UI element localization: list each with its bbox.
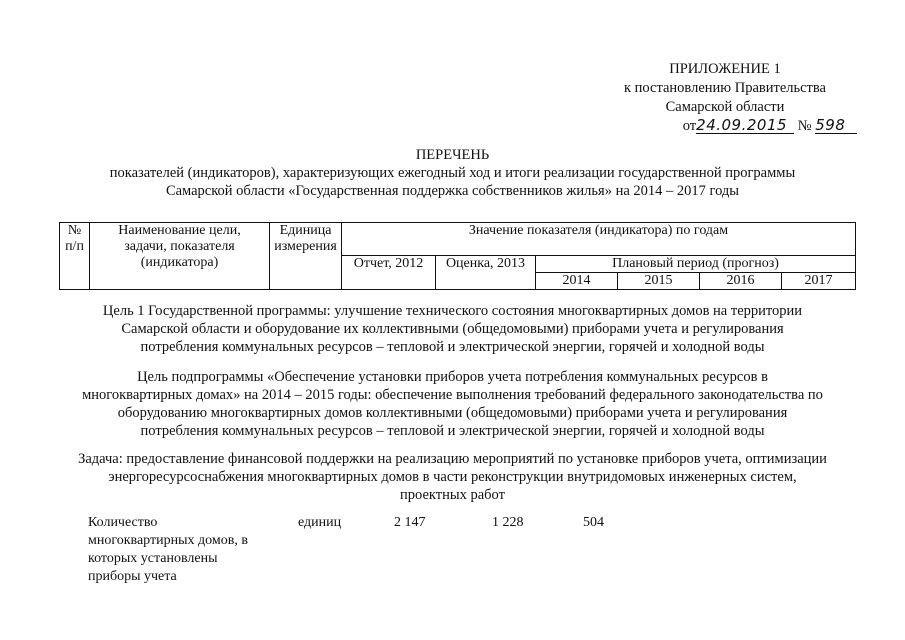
indicators-table-header [59, 222, 856, 290]
subgoal-line-3: оборудованию многоквартирных домов коллективными (общедомовыми) приборами учета и регулирования [117, 405, 788, 421]
subprogram-goal-section [40, 368, 865, 440]
year-2017-header: 2017 [782, 273, 856, 290]
subgoal-line-2: многоквартирных домах» на 2014 – 2015 годы: обеспечение выполнения требований федерального законодательства по [82, 387, 823, 403]
indicator-estimate-2013: 1 228 [492, 515, 524, 530]
col-name-header: Наименование цели, задачи, показателя (индикатора) [90, 223, 270, 290]
indicator-report-2012: 2 147 [394, 515, 426, 530]
task-section [40, 450, 865, 504]
appendix-block [560, 60, 890, 136]
appendix-title: ПРИЛОЖЕНИЕ 1 [669, 61, 781, 77]
year-2015-header: 2015 [618, 273, 700, 290]
subgoal-line-1: Цель подпрограммы «Обеспечение установки приборов учета потребления коммунальных ресурсов в [137, 369, 768, 385]
indicator-plan-2014: 504 [583, 515, 604, 530]
planned-period-header: Плановый период (прогноз) [536, 256, 856, 273]
appendix-line-2: Самарской области [665, 99, 785, 115]
title-line-1: показателей (индикаторов), характеризующих ежегодный ход и итоги реализации государственной программы [109, 165, 796, 181]
report-2012-header: Отчет, 2012 [342, 256, 436, 290]
number-value: 598 [815, 116, 846, 134]
col-number-header: № п/п [60, 223, 90, 290]
title-heading: ПЕРЕЧЕНЬ [415, 147, 490, 163]
col-unit-header: Единица измерения [270, 223, 342, 290]
number-prefix: № [797, 118, 812, 134]
subgoal-line-4: потребления коммунальных ресурсов – тепловой и электрической энергии, горячей и холодной воды [140, 423, 765, 439]
year-2014-header: 2014 [536, 273, 618, 290]
task-line-2: энергоресурсоснабжения многоквартирных домов в части реконструкции внутридомовых инженерных систем, [108, 469, 797, 485]
title-line-2: Самарской области «Государственная поддержка собственников жилья» на 2014 – 2017 годы [165, 183, 740, 199]
goal-1-line-2: Самарской области и оборудование их коллективными (общедомовыми) приборами учета и регулирования [121, 321, 784, 337]
task-line-1: Задача: предоставление финансовой поддержки на реализацию мероприятий по установке приборов учета, оптимизации [78, 451, 827, 467]
year-2016-header: 2016 [700, 273, 782, 290]
goal-1-line-1: Цель 1 Государственной программы: улучшение технического состояния многоквартирных домов на территории [102, 303, 803, 319]
appendix-line-1: к постановлению Правительства [624, 80, 826, 96]
date-prefix: от [682, 118, 697, 134]
task-line-3: проектных работ [400, 487, 505, 503]
document-title [40, 146, 865, 200]
values-header: Значение показателя (индикатора) по годам [342, 223, 856, 256]
goal-1-line-3: потребления коммунальных ресурсов – тепловой и электрической энергии, горячей и холодной воды [140, 339, 765, 355]
estimate-2013-header: Оценка, 2013 [436, 256, 536, 290]
indicator-name: Количество многоквартирных домов, в которых установлены приборы учета [88, 515, 248, 584]
indicator-unit: единиц [298, 515, 342, 530]
appendix-date-line [560, 117, 890, 136]
goal-1-section [40, 302, 865, 356]
date-value: 24.09.2015 [696, 116, 788, 134]
